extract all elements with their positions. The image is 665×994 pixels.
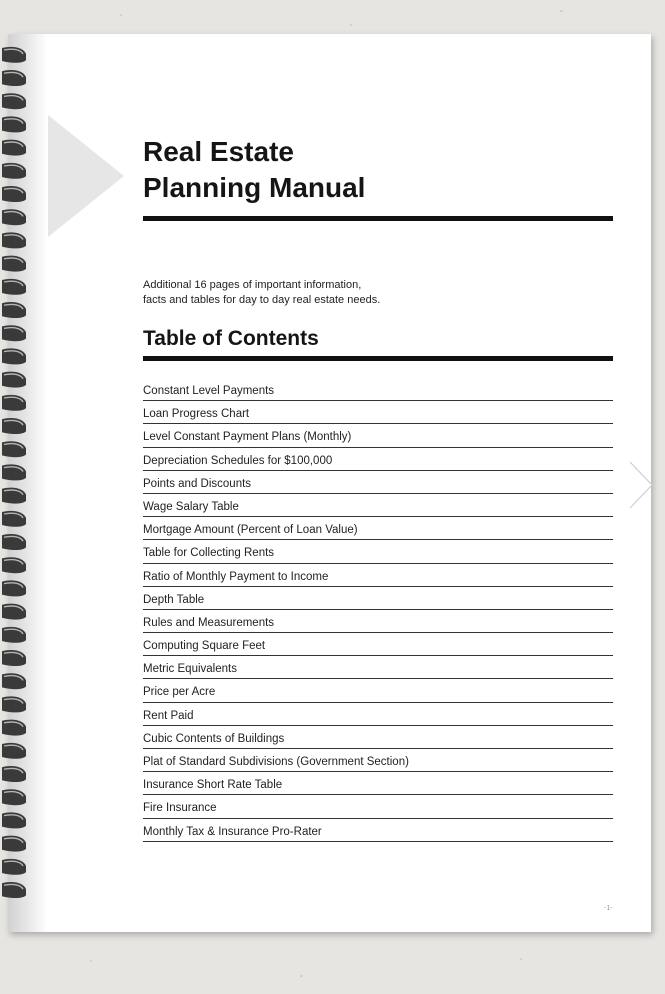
binding-coil (2, 163, 26, 179)
background-speck (560, 10, 563, 12)
title-line-1: Real Estate (143, 136, 294, 167)
toc-item: Points and Discounts (143, 471, 613, 494)
binding-coil (2, 580, 26, 596)
toc-divider (143, 356, 613, 361)
background-speck (90, 960, 92, 962)
background-speck (300, 975, 303, 977)
toc-item: Table for Collecting Rents (143, 540, 613, 563)
binding-coil (2, 604, 26, 620)
intro-line-1: Additional 16 pages of important information, (143, 279, 362, 291)
triangle-arrow-icon (48, 115, 124, 237)
binding-coil (2, 766, 26, 782)
binding-coil (2, 882, 26, 898)
spiral-binding-icon (0, 44, 40, 904)
chevron-right-icon[interactable] (628, 460, 654, 510)
binding-coil (2, 302, 26, 318)
binding-coil (2, 372, 26, 388)
binding-coil (2, 789, 26, 805)
page-number: -1- (604, 905, 613, 912)
toc-item: Rent Paid (143, 703, 613, 726)
toc-item: Ratio of Monthly Payment to Income (143, 564, 613, 587)
binding-coil (2, 418, 26, 434)
toc-list (143, 378, 613, 842)
toc-item: Depreciation Schedules for $100,000 (143, 448, 613, 471)
toc-item: Metric Equivalents (143, 656, 613, 679)
binding-coil (2, 140, 26, 156)
binding-coil (2, 395, 26, 411)
intro-line-2: facts and tables for day to day real estate needs. (143, 294, 381, 306)
binding-coil (2, 348, 26, 364)
toc-item: Fire Insurance (143, 795, 613, 818)
toc-item: Monthly Tax & Insurance Pro-Rater (143, 819, 613, 842)
background-speck (520, 958, 522, 960)
toc-item: Mortgage Amount (Percent of Loan Value) (143, 517, 613, 540)
binding-coil (2, 557, 26, 573)
toc-item: Loan Progress Chart (143, 401, 613, 424)
intro-text (143, 278, 463, 308)
binding-coil (2, 696, 26, 712)
binding-coil (2, 650, 26, 666)
toc-item: Insurance Short Rate Table (143, 772, 613, 795)
binding-coil (2, 627, 26, 643)
binding-coil (2, 279, 26, 295)
toc-item: Rules and Measurements (143, 610, 613, 633)
binding-coil (2, 441, 26, 457)
toc-heading: Table of Contents (143, 327, 319, 350)
toc-item: Constant Level Payments (143, 378, 613, 401)
binding-coil (2, 673, 26, 689)
toc-item: Price per Acre (143, 679, 613, 702)
toc-item: Level Constant Payment Plans (Monthly) (143, 424, 613, 447)
toc-item: Wage Salary Table (143, 494, 613, 517)
title-line-2: Planning Manual (143, 172, 366, 203)
binding-coil (2, 325, 26, 341)
title-divider (143, 216, 613, 221)
binding-coil (2, 47, 26, 63)
binding-coil (2, 511, 26, 527)
page-title (143, 134, 365, 206)
binding-coil (2, 186, 26, 202)
binding-coil (2, 70, 26, 86)
binding-coil (2, 93, 26, 109)
binding-coil (2, 488, 26, 504)
background-speck (350, 24, 352, 26)
binding-coil (2, 743, 26, 759)
toc-item: Depth Table (143, 587, 613, 610)
binding-coil (2, 812, 26, 828)
binding-coil (2, 256, 26, 272)
binding-coil (2, 116, 26, 132)
toc-item: Cubic Contents of Buildings (143, 726, 613, 749)
binding-coil (2, 209, 26, 225)
binding-coil (2, 859, 26, 875)
binding-coil (2, 836, 26, 852)
binding-coil (2, 534, 26, 550)
binding-coil (2, 720, 26, 736)
toc-item: Plat of Standard Subdivisions (Government Section) (143, 749, 613, 772)
background-speck (120, 14, 122, 16)
binding-coil (2, 232, 26, 248)
binding-coil (2, 464, 26, 480)
toc-item: Computing Square Feet (143, 633, 613, 656)
